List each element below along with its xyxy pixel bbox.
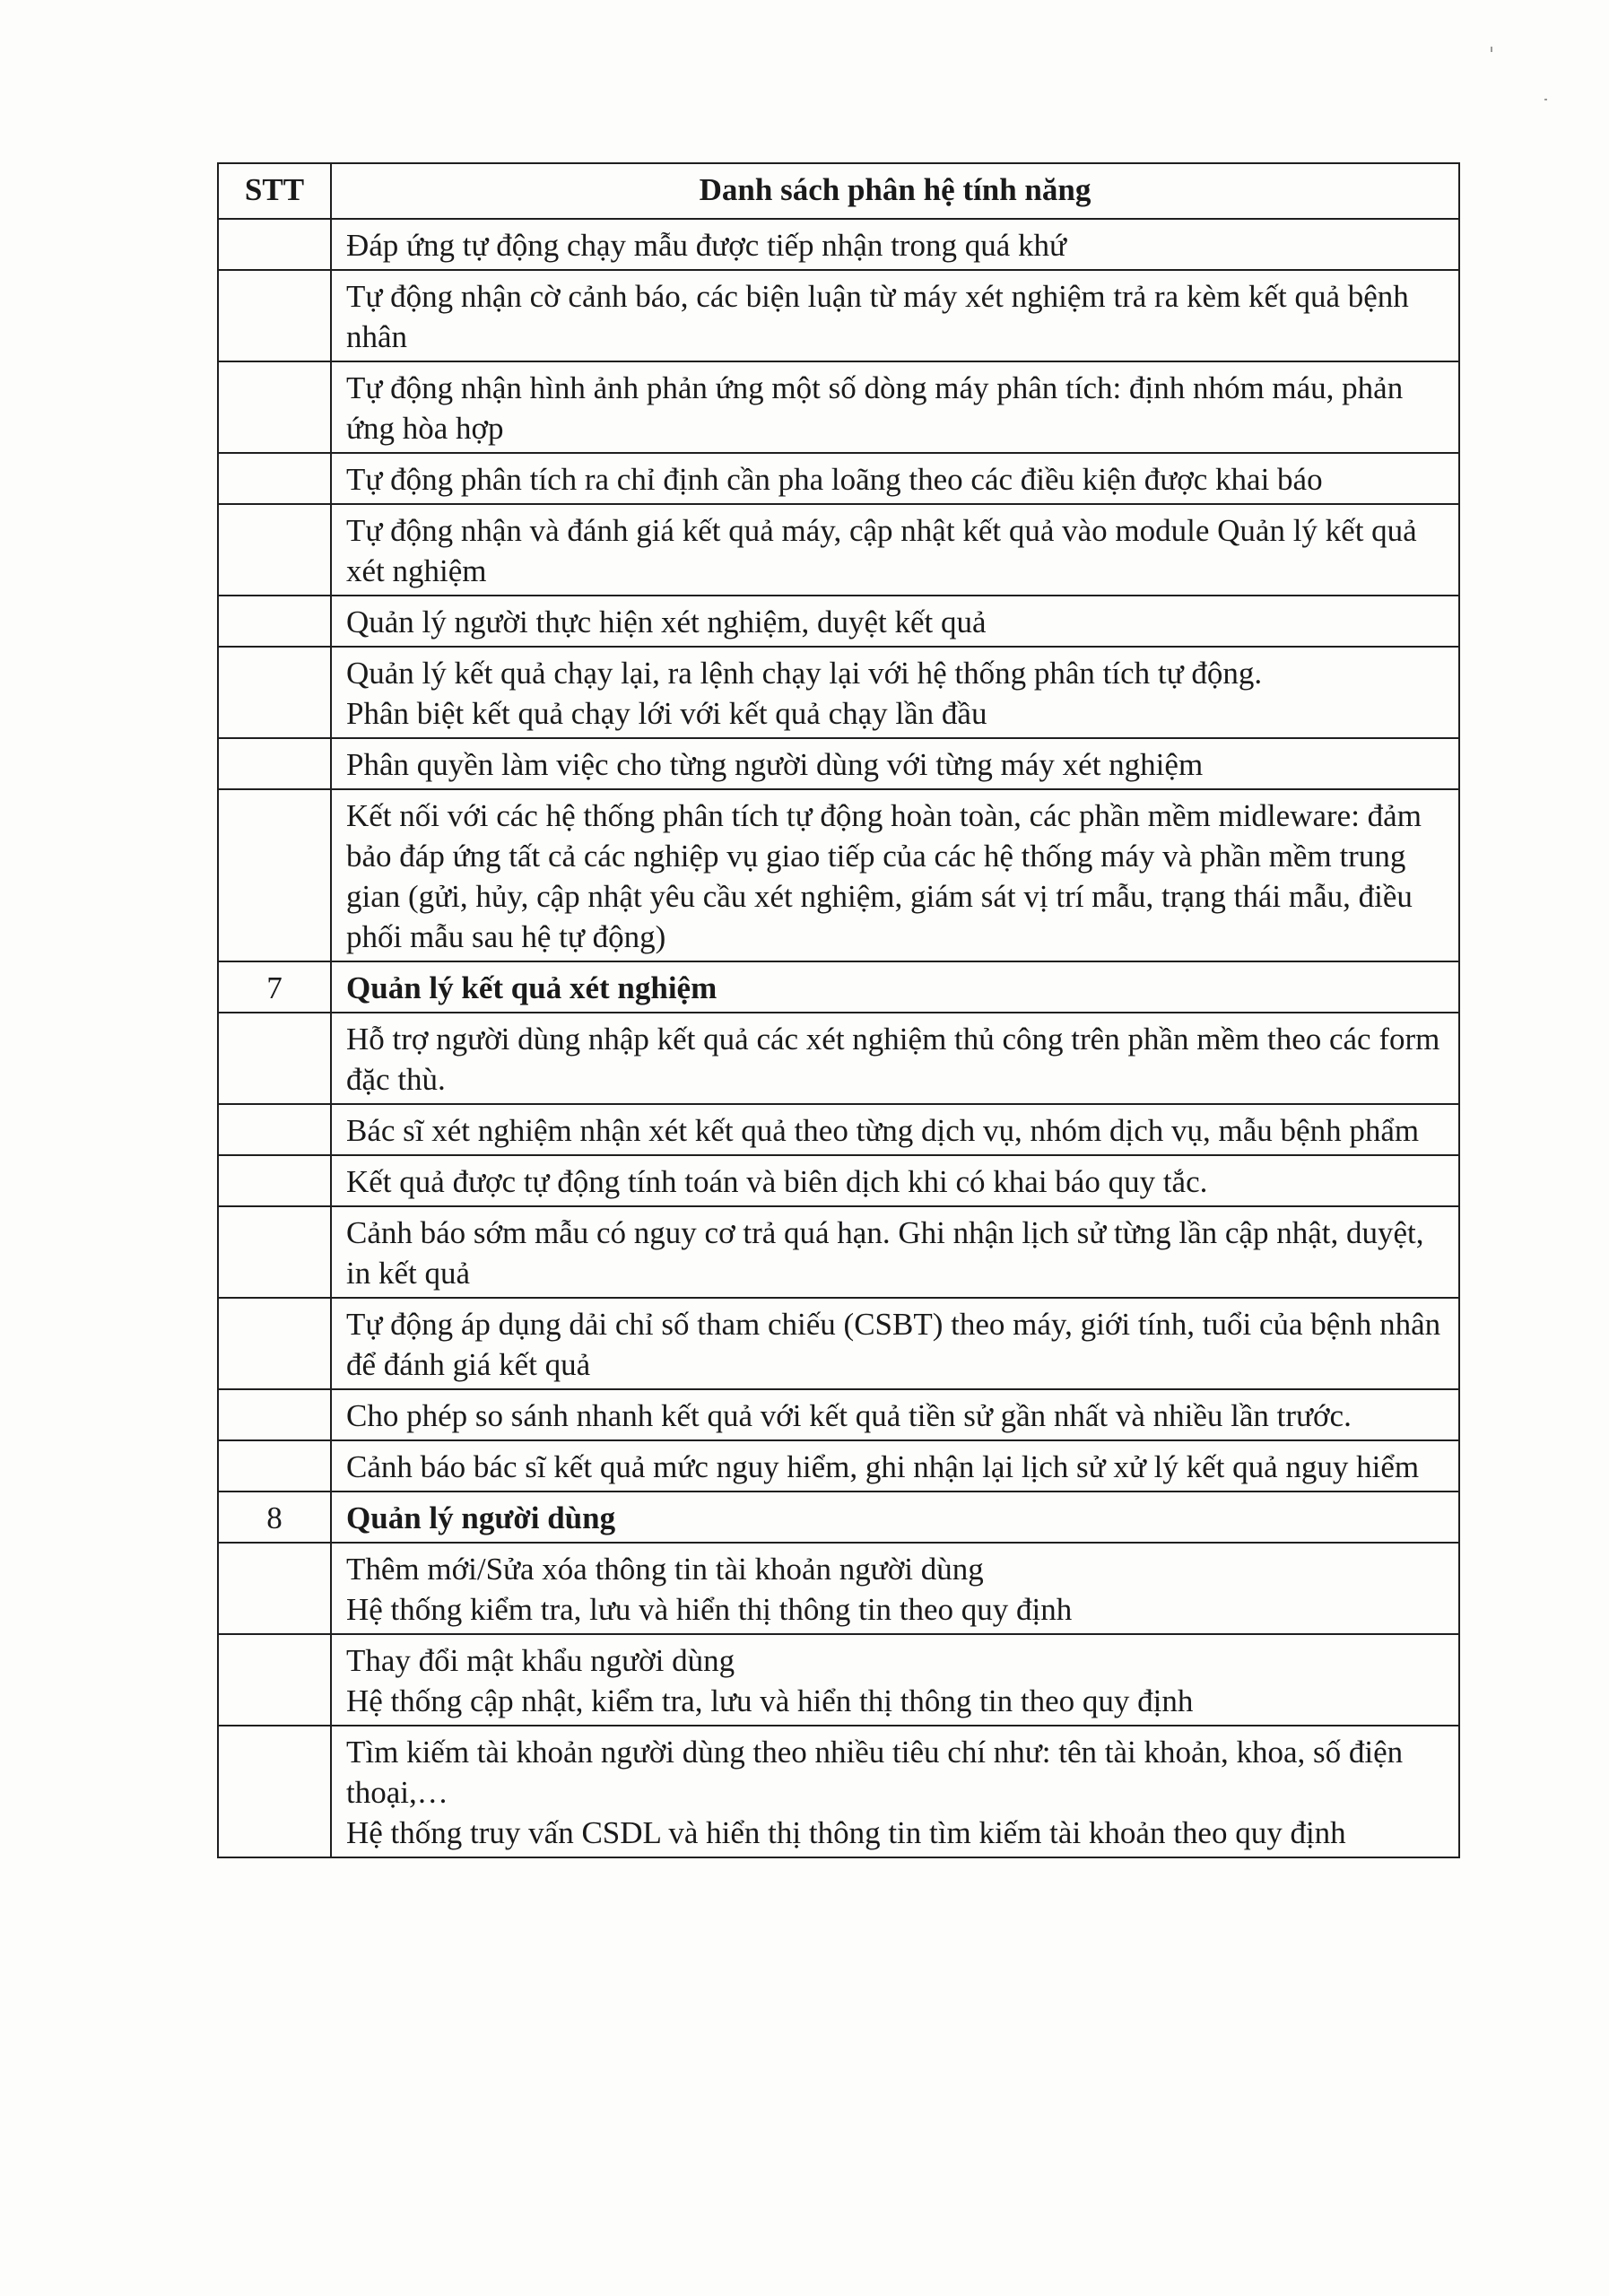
section-row — [218, 961, 1459, 1013]
feature-description — [331, 1155, 1459, 1206]
description-column-header: Danh sách phân hệ tính năng — [331, 163, 1459, 219]
scan-speck — [1544, 99, 1547, 100]
row-number — [218, 1298, 331, 1389]
table-row — [218, 1155, 1459, 1206]
feature-description — [331, 361, 1459, 453]
section-title — [331, 961, 1459, 1013]
feature-description — [331, 1440, 1459, 1492]
table-body — [218, 219, 1459, 1857]
description-line: Quản lý người thực hiện xét nghiệm, duyệt kết quả — [346, 604, 987, 639]
row-number — [218, 1726, 331, 1857]
row-number — [218, 1389, 331, 1440]
feature-table — [217, 162, 1460, 1858]
row-number — [218, 1155, 331, 1206]
row-number — [218, 1634, 331, 1726]
description-line: Quản lý kết quả xét nghiệm — [346, 970, 718, 1005]
feature-description — [331, 1389, 1459, 1440]
feature-description — [331, 270, 1459, 361]
feature-description — [331, 1013, 1459, 1104]
description-line: Kết quả được tự động tính toán và biên dịch khi có khai báo quy tắc. — [346, 1164, 1208, 1199]
stt-column-header: STT — [218, 163, 331, 219]
table-row — [218, 1543, 1459, 1634]
description-line: Tự động phân tích ra chỉ định cần pha loãng theo các điều kiện được khai báo — [346, 462, 1323, 497]
table-row — [218, 1206, 1459, 1298]
row-number — [218, 738, 331, 789]
description-line: Tự động áp dụng dải chỉ số tham chiếu (CSBT) theo máy, giới tính, tuổi của bệnh nhân để đánh giá kết quả — [346, 1307, 1441, 1382]
table-row — [218, 504, 1459, 596]
table-row — [218, 1389, 1459, 1440]
feature-description — [331, 596, 1459, 647]
table-row — [218, 1104, 1459, 1155]
description-line: Cảnh báo bác sĩ kết quả mức nguy hiểm, ghi nhận lại lịch sử xử lý kết quả nguy hiểm — [346, 1449, 1420, 1484]
description-line: Tự động nhận hình ảnh phản ứng một số dòng máy phân tích: định nhóm máu, phản ứng hòa hợp — [346, 370, 1404, 446]
feature-description — [331, 1634, 1459, 1726]
table-row — [218, 1298, 1459, 1389]
table-row — [218, 270, 1459, 361]
table-row — [218, 1440, 1459, 1492]
table-row — [218, 596, 1459, 647]
table-row — [218, 219, 1459, 270]
table-header-row — [218, 163, 1459, 219]
description-line: Thêm mới/Sửa xóa thông tin tài khoản người dùng — [346, 1552, 984, 1587]
feature-description — [331, 219, 1459, 270]
table-row — [218, 1726, 1459, 1857]
description-line: Hệ thống truy vấn CSDL và hiển thị thông tin tìm kiếm tài khoản theo quy định — [346, 1815, 1346, 1850]
row-number — [218, 1440, 331, 1492]
feature-description — [331, 738, 1459, 789]
description-line: Thay đổi mật khẩu người dùng — [346, 1643, 735, 1678]
row-number — [218, 789, 331, 961]
feature-description — [331, 504, 1459, 596]
row-number — [218, 1104, 331, 1155]
row-number: 8 — [218, 1492, 331, 1543]
description-line: Cho phép so sánh nhanh kết quả với kết quả tiền sử gần nhất và nhiều lần trước. — [346, 1398, 1352, 1433]
row-number — [218, 1013, 331, 1104]
description-line: Phân biệt kết quả chạy lới với kết quả chạy lần đầu — [346, 696, 987, 731]
description-line: Phân quyền làm việc cho từng người dùng với từng máy xét nghiệm — [346, 747, 1204, 782]
description-line: Tự động nhận cờ cảnh báo, các biện luận từ máy xét nghiệm trả ra kèm kết quả bệnh nhân — [346, 279, 1409, 354]
table-row — [218, 789, 1459, 961]
description-line: Cảnh báo sớm mẫu có nguy cơ trả quá hạn. Ghi nhận lịch sử từng lần cập nhật, duyệt, in kết quả — [346, 1215, 1424, 1291]
feature-description — [331, 647, 1459, 738]
row-number — [218, 361, 331, 453]
row-number — [218, 270, 331, 361]
row-number — [218, 647, 331, 738]
description-line: Bác sĩ xét nghiệm nhận xét kết quả theo từng dịch vụ, nhóm dịch vụ, mẫu bệnh phẩm — [346, 1113, 1420, 1148]
feature-description — [331, 789, 1459, 961]
row-number — [218, 596, 331, 647]
table-row — [218, 1013, 1459, 1104]
table-row — [218, 453, 1459, 504]
row-number — [218, 504, 331, 596]
description-line: Hệ thống cập nhật, kiểm tra, lưu và hiển thị thông tin theo quy định — [346, 1683, 1194, 1718]
description-line: Đáp ứng tự động chạy mẫu được tiếp nhận trong quá khứ — [346, 228, 1066, 263]
description-line: Quản lý người dùng — [346, 1500, 616, 1535]
table-row — [218, 361, 1459, 453]
section-row — [218, 1492, 1459, 1543]
row-number — [218, 1543, 331, 1634]
description-line: Tìm kiếm tài khoản người dùng theo nhiều tiêu chí như: tên tài khoản, khoa, số điện thoại,… — [346, 1735, 1404, 1810]
description-line: Kết nối với các hệ thống phân tích tự động hoàn toàn, các phần mềm midleware: đảm bảo đáp ứng tất cả các nghiệp vụ giao tiếp của các hệ thống máy và phần mềm trung gian (gửi, hủy, cập nhật yêu cầu xét nghiệm, giám sát vị trí mẫu, trạng thái mẫu, điều phối mẫu sau hệ tự động) — [346, 798, 1422, 954]
table-row — [218, 738, 1459, 789]
feature-description — [331, 1543, 1459, 1634]
row-number — [218, 453, 331, 504]
row-number — [218, 1206, 331, 1298]
feature-description — [331, 1104, 1459, 1155]
table-row — [218, 647, 1459, 738]
feature-description — [331, 1298, 1459, 1389]
feature-description — [331, 1206, 1459, 1298]
feature-description — [331, 453, 1459, 504]
description-line: Hỗ trợ người dùng nhập kết quả các xét nghiệm thủ công trên phần mềm theo các form đặc thù. — [346, 1022, 1440, 1097]
description-line: Tự động nhận và đánh giá kết quả máy, cập nhật kết quả vào module Quản lý kết quả xét nghiệm — [346, 513, 1417, 588]
description-line: Quản lý kết quả chạy lại, ra lệnh chạy lại với hệ thống phân tích tự động. — [346, 656, 1263, 691]
section-title — [331, 1492, 1459, 1543]
row-number — [218, 219, 331, 270]
feature-description — [331, 1726, 1459, 1857]
scan-speck — [1491, 47, 1492, 52]
description-line: Hệ thống kiểm tra, lưu và hiển thị thông tin theo quy định — [346, 1592, 1073, 1627]
table-row — [218, 1634, 1459, 1726]
row-number: 7 — [218, 961, 331, 1013]
